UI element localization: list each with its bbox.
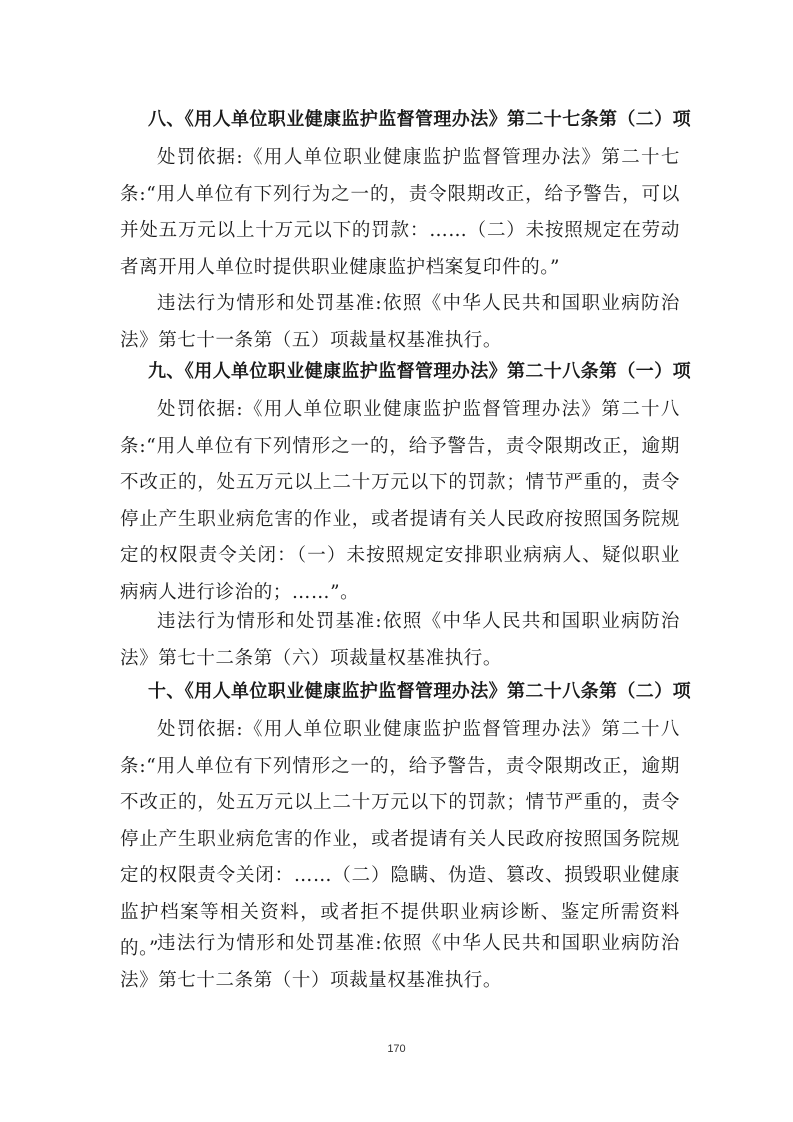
section-heading: 十、《用人单位职业健康监护监督管理办法》第二十八条第（二）项 — [148, 681, 691, 702]
penalty-standard-paragraph: 违法行为情形和处罚基准:依照《中华人民共和国职业病防治法》第七十二条第（十）项裁量权基准执行。 — [120, 933, 680, 991]
penalty-standard-paragraph: 违法行为情形和处罚基准:依照《中华人民共和国职业病防治法》第七十二条第（六）项裁量权基准执行。 — [120, 611, 680, 669]
section-heading: 九、《用人单位职业健康监护监督管理办法》第二十八条第（一）项 — [148, 361, 691, 382]
penalty-basis-paragraph: 处罚依据:《用人单位职业健康监护监督管理办法》第二十八条:“用人单位有下列情形之一的，给予警告，责令限期改正，逾期不改正的，处五万元以上二十万元以下的罚款；情节严重的，责令停止产生职业病危害的作业，或者提请有关人民政府按照国务院规定的权限责令关闭：（一）未按照规定安排职业病病人、疑似职业病病人进行诊治的；……”。 — [120, 399, 680, 603]
section-heading: 八、《用人单位职业健康监护监督管理办法》第二十七条第（二）项 — [148, 109, 691, 130]
penalty-basis-paragraph: 处罚依据:《用人单位职业健康监护监督管理办法》第二十八条:“用人单位有下列情形之一的，给予警告，责令限期改正，逾期不改正的，处五万元以上二十万元以下的罚款；情节严重的，责令停止产生职业病危害的作业，或者提请有关人民政府按照国务院规定的权限责令关闭：……（二）隐瞒、伪造、篡改、损毁职业健康监护档案等相关资料，或者拒不提供职业病诊断、鉴定所需资料的。” — [120, 719, 680, 959]
penalty-standard-paragraph: 违法行为情形和处罚基准:依照《中华人民共和国职业病防治法》第七十一条第（五）项裁量权基准执行。 — [120, 293, 680, 351]
page-number: 170 — [387, 1043, 406, 1055]
penalty-basis-paragraph: 处罚依据:《用人单位职业健康监护监督管理办法》第二十七条:“用人单位有下列行为之一的，责令限期改正，给予警告，可以并处五万元以上十万元以下的罚款：……（二）未按照规定在劳动者离开用人单位时提供职业健康监护档案复印件的。” — [120, 147, 680, 278]
